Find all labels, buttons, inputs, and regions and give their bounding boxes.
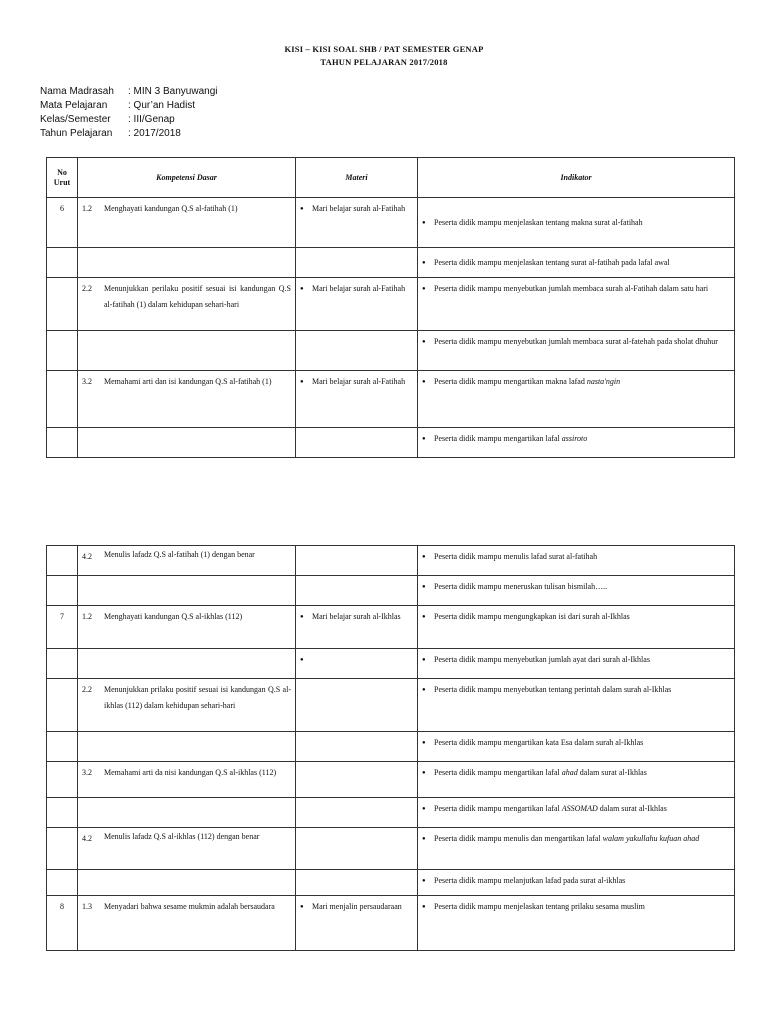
indikator-text: Peserta didik mampu menyebutkan tentang perintah dalam surah al-Ikhlas bbox=[434, 685, 672, 694]
kd-cell bbox=[78, 679, 296, 732]
indikator-text: Peserta didik mampu menulis lafad surat al-fatihah bbox=[434, 552, 598, 561]
empty-cell bbox=[47, 870, 78, 896]
kd-number: 2.2 bbox=[82, 685, 92, 694]
bullet-icon: ● bbox=[422, 436, 426, 442]
info-label: Kelas/Semester bbox=[40, 114, 111, 125]
empty-cell bbox=[78, 576, 296, 606]
grid-table-1 bbox=[46, 157, 735, 458]
indikator-text: Peserta didik mampu melanjutkan lafad pada surat al-ikhlas bbox=[434, 876, 626, 885]
empty-cell bbox=[296, 870, 418, 896]
indikator-text: Peserta didik mampu menyebutkan jumlah membaca surat al-fatehah pada sholat dhuhur bbox=[434, 337, 718, 346]
kd-text: Menyadari bahwa sesame mukmin adalah bersaudara bbox=[104, 902, 275, 911]
materi-text: Mari belajar surah al-Fatihah bbox=[312, 377, 406, 386]
info-value: : 2017/2018 bbox=[128, 128, 181, 139]
kd-text: Menghayati kandungan Q.S al-ikhlas (112) bbox=[104, 612, 243, 621]
bullet-icon: ● bbox=[422, 379, 426, 385]
arabic-term: assiroto bbox=[561, 434, 588, 443]
materi-text: Mari menjalin persaudaraan bbox=[312, 902, 402, 911]
empty-cell bbox=[296, 428, 418, 458]
indikator-text: Peserta didik mampu menjelaskan tentang makna surat al-fatihah bbox=[434, 217, 643, 227]
indikator-cell bbox=[418, 428, 735, 458]
bullet-icon: ● bbox=[422, 657, 426, 663]
kd-cell bbox=[78, 371, 296, 428]
indikator-cell bbox=[418, 896, 735, 951]
materi-cell bbox=[296, 606, 418, 649]
indikator-cell bbox=[418, 649, 735, 679]
header-materi: Materi bbox=[296, 158, 418, 198]
bullet-icon: ● bbox=[422, 554, 426, 560]
info-value: : MIN 3 Banyuwangi bbox=[128, 86, 218, 97]
kd-number: 1.2 bbox=[82, 204, 92, 213]
bullet-icon: ● bbox=[300, 379, 304, 385]
empty-cell bbox=[78, 798, 296, 828]
kd-text: Menunjukkan perilaku positif sesuai isi kandungan Q.S al-fatihah (1) dalam kehidupan sehari-hari bbox=[104, 284, 291, 309]
materi-cell bbox=[296, 649, 418, 679]
indikator-text: Peserta didik mampu menjelaskan tentang prilaku sesama muslim bbox=[434, 902, 645, 911]
indikator-text: Peserta didik mampu menyebutkan jumlah membaca surah al-Fatihah dalam satu hari bbox=[434, 284, 709, 293]
indikator-cell bbox=[418, 278, 735, 331]
empty-cell bbox=[78, 732, 296, 762]
header-kd: Kompetensi Dasar bbox=[78, 158, 296, 198]
document-subtitle: TAHUN PELAJARAN 2017/2018 bbox=[320, 57, 448, 67]
indikator-cell bbox=[418, 679, 735, 732]
empty-cell bbox=[296, 798, 418, 828]
empty-cell bbox=[296, 331, 418, 371]
bullet-icon: ● bbox=[422, 339, 426, 345]
materi-cell bbox=[296, 198, 418, 248]
bullet-icon: ● bbox=[422, 836, 426, 842]
kd-cell bbox=[78, 828, 296, 870]
kd-cell bbox=[78, 896, 296, 951]
kd-text: Memahami arti dan isi kandungan Q.S al-fatihah (1) bbox=[104, 377, 272, 386]
bullet-icon: ● bbox=[422, 286, 426, 292]
indikator-text-part: Peserta didik mampu menulis dan mengartikan lafal bbox=[434, 834, 603, 843]
row-number: 8 bbox=[47, 896, 78, 951]
kd-cell bbox=[78, 546, 296, 576]
indikator-cell bbox=[418, 870, 735, 896]
indikator-cell bbox=[418, 198, 735, 248]
indikator-text bbox=[434, 374, 730, 390]
indikator-text-part: dalam surat al-Ikhlas bbox=[577, 768, 647, 777]
empty-cell bbox=[296, 248, 418, 278]
bullet-icon: ● bbox=[422, 806, 426, 812]
bullet-icon: ● bbox=[300, 206, 304, 212]
indikator-cell bbox=[418, 546, 735, 576]
empty-cell bbox=[47, 576, 78, 606]
row-number: 7 bbox=[47, 606, 78, 649]
indikator-text: Peserta didik mampu menjelaskan tentang surat al-fatihah pada lafal awal bbox=[434, 257, 670, 267]
kd-cell bbox=[78, 278, 296, 331]
indikator-text bbox=[434, 431, 730, 447]
kd-number: 1.3 bbox=[82, 902, 92, 911]
empty-cell bbox=[296, 762, 418, 798]
empty-cell bbox=[47, 762, 78, 798]
materi-text: Mari belajar surah al-Ikhlas bbox=[312, 612, 401, 621]
bullet-icon: ● bbox=[422, 770, 426, 776]
header-indikator: Indikator bbox=[418, 158, 735, 198]
bullet-icon: ● bbox=[422, 687, 426, 693]
empty-cell bbox=[47, 371, 78, 428]
info-label: Nama Madrasah bbox=[40, 86, 114, 97]
grid-table-2 bbox=[46, 545, 735, 951]
arabic-term: ASSOMAD bbox=[561, 804, 598, 813]
bullet-icon: ● bbox=[300, 286, 304, 292]
info-row bbox=[40, 113, 218, 127]
info-label: Mata Pelajaran bbox=[40, 100, 108, 111]
bullet-icon: ● bbox=[422, 904, 426, 910]
indikator-cell bbox=[418, 606, 735, 649]
kd-cell bbox=[78, 762, 296, 798]
kd-text: Menunjukkan prilaku positif sesuai isi kandungan Q.S al-ikhlas (112) dalam kehidupan sehari-hari bbox=[104, 685, 291, 710]
kd-text: Menulis lafadz Q.S al-fatihah (1) dengan benar bbox=[104, 550, 255, 559]
indikator-text-part: Peserta didik mampu mengartikan lafal bbox=[434, 434, 562, 443]
materi-cell bbox=[296, 371, 418, 428]
indikator-text: Peserta didik mampu meneruskan tulisan bismilah….. bbox=[434, 582, 608, 591]
kd-cell bbox=[78, 606, 296, 649]
school-info bbox=[40, 85, 218, 141]
indikator-text bbox=[434, 801, 730, 817]
empty-cell bbox=[47, 649, 78, 679]
empty-cell bbox=[78, 248, 296, 278]
kd-number: 3.2 bbox=[82, 377, 92, 386]
indikator-text bbox=[434, 831, 730, 847]
empty-cell bbox=[78, 649, 296, 679]
info-row bbox=[40, 85, 218, 99]
empty-cell bbox=[296, 679, 418, 732]
indikator-text-part: Peserta didik mampu mengartikan makna lafad bbox=[434, 377, 587, 386]
header-no: No Urut bbox=[47, 158, 78, 198]
empty-cell bbox=[296, 546, 418, 576]
materi-cell bbox=[296, 896, 418, 951]
empty-cell bbox=[78, 870, 296, 896]
indikator-text-part: Peserta didik mampu mengartikan lafal bbox=[434, 804, 562, 813]
empty-cell bbox=[296, 828, 418, 870]
empty-cell bbox=[47, 798, 78, 828]
indikator-cell bbox=[418, 762, 735, 798]
indikator-cell bbox=[418, 371, 735, 428]
indikator-text: Peserta didik mampu mengartikan kata Esa dalam surah al-Ikhlas bbox=[434, 738, 644, 747]
bullet-icon: ● bbox=[300, 614, 304, 620]
indikator-text bbox=[434, 765, 730, 781]
indikator-text-part: Peserta didik mampu mengartikan lafal bbox=[434, 768, 562, 777]
arabic-term: ahad bbox=[561, 768, 578, 777]
materi-text: Mari belajar surah al-Fatihah bbox=[312, 284, 406, 293]
indikator-cell bbox=[418, 331, 735, 371]
info-row bbox=[40, 99, 218, 113]
bullet-icon: ● bbox=[422, 614, 426, 620]
materi-text: Mari belajar surah al-Fatihah bbox=[312, 204, 406, 213]
empty-cell bbox=[296, 732, 418, 762]
info-label: Tahun Pelajaran bbox=[40, 128, 113, 139]
bullet-icon: ● bbox=[422, 584, 426, 590]
empty-cell bbox=[47, 828, 78, 870]
indikator-text-part: dalam surat al-Ikhlas bbox=[597, 804, 667, 813]
bullet-icon: ● bbox=[300, 657, 304, 663]
indikator-cell bbox=[418, 576, 735, 606]
row-number: 6 bbox=[47, 198, 78, 248]
bullet-icon: ● bbox=[422, 878, 426, 884]
indikator-cell bbox=[418, 828, 735, 870]
bullet-icon: ● bbox=[422, 259, 426, 266]
empty-cell bbox=[47, 732, 78, 762]
info-value: : Qur’an Hadist bbox=[128, 100, 196, 111]
indikator-cell bbox=[418, 798, 735, 828]
arabic-term: nasta'ngin bbox=[586, 377, 621, 386]
materi-cell bbox=[296, 278, 418, 331]
indikator-cell bbox=[418, 248, 735, 278]
indikator-text: Peserta didik mampu menyebutkan jumlah ayat dari surah al-Ikhlas bbox=[434, 655, 650, 664]
kd-number: 4.2 bbox=[82, 552, 92, 561]
empty-cell bbox=[47, 331, 78, 371]
kd-text: Menulis lafadz Q.S al-ikhlas (112) dengan benar bbox=[104, 832, 260, 841]
empty-cell bbox=[47, 546, 78, 576]
arabic-term: walam yakullahu kufuan ahad bbox=[602, 834, 700, 843]
kd-number: 2.2 bbox=[82, 284, 92, 293]
empty-cell bbox=[296, 576, 418, 606]
empty-cell bbox=[78, 428, 296, 458]
empty-cell bbox=[47, 248, 78, 278]
kd-text: Menghayati kandungan Q.S al-fatihah (1) bbox=[104, 204, 238, 213]
indikator-cell bbox=[418, 732, 735, 762]
bullet-icon: ● bbox=[422, 219, 426, 226]
kd-cell bbox=[78, 198, 296, 248]
info-row bbox=[40, 127, 218, 141]
empty-cell bbox=[47, 679, 78, 732]
empty-cell bbox=[47, 428, 78, 458]
kd-number: 1.2 bbox=[82, 612, 92, 621]
empty-cell bbox=[78, 331, 296, 371]
bullet-icon: ● bbox=[422, 740, 426, 746]
info-value: : III/Genap bbox=[128, 114, 175, 125]
empty-cell bbox=[47, 278, 78, 331]
kd-text: Memahami arti da nisi kandungan Q.S al-ikhlas (112) bbox=[104, 768, 277, 777]
kd-number: 3.2 bbox=[82, 768, 92, 777]
kd-number: 4.2 bbox=[82, 834, 92, 843]
indikator-text: Peserta didik mampu mengungkapkan isi dari surah al-Ikhlas bbox=[434, 612, 630, 621]
bullet-icon: ● bbox=[300, 904, 304, 910]
document-title: KISI – KISI SOAL SHB / PAT SEMESTER GENAP bbox=[284, 44, 484, 54]
